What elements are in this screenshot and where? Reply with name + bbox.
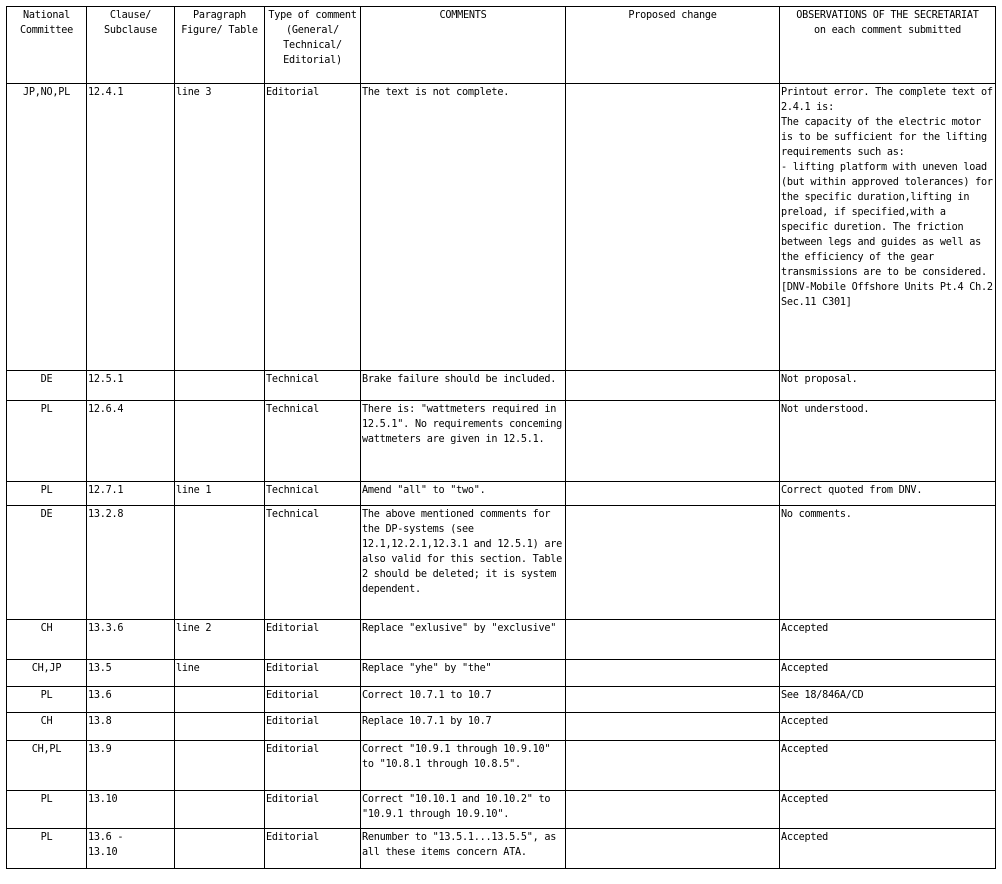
paragraph-cell [175,506,265,620]
proposed-change-cell [566,741,780,791]
national-committee-cell: PL [7,687,87,713]
comments-sheet [6,6,996,869]
comment-type-cell: Editorial [265,713,361,741]
comment-type-cell: Technical [265,482,361,506]
clause-cell: 13.6 - 13.10 [87,829,175,869]
comment-cell: Correct "10.10.1 and 10.10.2" to "10.9.1 through 10.9.10". [361,791,566,829]
national-committee-cell: PL [7,829,87,869]
proposed-change-cell [566,506,780,620]
national-committee-cell: CH,PL [7,741,87,791]
comments-table [6,6,996,869]
clause-cell: 13.5 [87,660,175,687]
clause-cell: 13.8 [87,713,175,741]
proposed-change-cell [566,371,780,401]
comment-cell: Replace "exlusive" by "exclusive" [361,620,566,660]
clause-cell: 13.10 [87,791,175,829]
observation-cell: Accepted [780,713,996,741]
header-row [7,7,996,84]
national-committee-cell: DE [7,371,87,401]
paragraph-cell [175,713,265,741]
table-row [7,84,996,371]
national-committee-cell: DE [7,506,87,620]
observation-cell: See 18/846A/CD [780,687,996,713]
clause-cell: 13.3.6 [87,620,175,660]
observation-cell: Printout error. The complete text of 2.4.1 is: The capacity of the electric motor is to be sufficient for the lifting requirements such as: - lifting platform with uneven load (but within approved tolerances) for the specific duration,lifting in preload, if specified,with a specific duretion. The friction between legs and guides as well as the efficiency of the gear transmissions are to be considered. [DNV-Mobile Offshore Units Pt.4 Ch.2 Sec.11 C301] [780,84,996,371]
observation-cell: Not proposal. [780,371,996,401]
comment-type-cell: Editorial [265,829,361,869]
proposed-change-cell [566,660,780,687]
header-proposed-change: Proposed change [566,7,780,84]
comment-cell: Correct 10.7.1 to 10.7 [361,687,566,713]
national-committee-cell: CH,JP [7,660,87,687]
national-committee-cell: JP,NO,PL [7,84,87,371]
proposed-change-cell [566,620,780,660]
header-comments: COMMENTS [361,7,566,84]
observation-cell: Accepted [780,660,996,687]
national-committee-cell: PL [7,791,87,829]
comment-type-cell: Technical [265,371,361,401]
comment-type-cell: Editorial [265,741,361,791]
paragraph-cell [175,791,265,829]
clause-cell: 12.4.1 [87,84,175,371]
national-committee-cell: CH [7,713,87,741]
table-row [7,687,996,713]
table-row [7,829,996,869]
paragraph-cell: line 3 [175,84,265,371]
comment-type-cell: Editorial [265,660,361,687]
header-national-committee: National Committee [7,7,87,84]
comment-type-cell: Technical [265,506,361,620]
table-row [7,482,996,506]
national-committee-cell: PL [7,482,87,506]
table-row [7,371,996,401]
observation-cell: Correct quoted from DNV. [780,482,996,506]
comment-cell: The above mentioned comments for the DP-systems (see 12.1,12.2.1,12.3.1 and 12.5.1) are also valid for this section. Table 2 should be deleted; it is system dependent. [361,506,566,620]
clause-cell: 12.7.1 [87,482,175,506]
observation-cell: Accepted [780,620,996,660]
comment-cell: The text is not complete. [361,84,566,371]
table-row [7,660,996,687]
table-row [7,741,996,791]
comment-cell: Brake failure should be included. [361,371,566,401]
observation-cell: No comments. [780,506,996,620]
clause-cell: 13.6 [87,687,175,713]
comment-type-cell: Editorial [265,791,361,829]
comment-type-cell: Editorial [265,687,361,713]
paragraph-cell [175,829,265,869]
table-row [7,620,996,660]
proposed-change-cell [566,84,780,371]
table-row [7,506,996,620]
observation-cell: Accepted [780,741,996,791]
table-row [7,401,996,482]
paragraph-cell [175,687,265,713]
comment-cell: Renumber to "13.5.1...13.5.5", as all these items concern ATA. [361,829,566,869]
paragraph-cell: line [175,660,265,687]
table-row [7,791,996,829]
comment-type-cell: Editorial [265,620,361,660]
clause-cell: 13.9 [87,741,175,791]
clause-cell: 13.2.8 [87,506,175,620]
proposed-change-cell [566,482,780,506]
comment-cell: Replace 10.7.1 by 10.7 [361,713,566,741]
comment-cell: Replace "yhe" by "the" [361,660,566,687]
proposed-change-cell [566,713,780,741]
comment-cell: Amend "all" to "two". [361,482,566,506]
table-row [7,713,996,741]
proposed-change-cell [566,687,780,713]
observation-cell: Accepted [780,791,996,829]
proposed-change-cell [566,791,780,829]
proposed-change-cell [566,401,780,482]
comment-type-cell: Technical [265,401,361,482]
comment-type-cell: Editorial [265,84,361,371]
paragraph-cell [175,741,265,791]
comment-cell: There is: "wattmeters required in 12.5.1". No requirements conceming wattmeters are given in 12.5.1. [361,401,566,482]
header-clause-subclause: Clause/ Subclause [87,7,175,84]
clause-cell: 12.5.1 [87,371,175,401]
national-committee-cell: PL [7,401,87,482]
header-paragraph-figure-table: Paragraph Figure/ Table [175,7,265,84]
comment-cell: Correct "10.9.1 through 10.9.10" to "10.8.1 through 10.8.5". [361,741,566,791]
observation-cell: Accepted [780,829,996,869]
paragraph-cell [175,401,265,482]
paragraph-cell: line 2 [175,620,265,660]
header-observations-of-secretariat: OBSERVATIONS OF THE SECRETARIAT on each comment submitted [780,7,996,84]
national-committee-cell: CH [7,620,87,660]
proposed-change-cell [566,829,780,869]
header-type-of-comment: Type of comment (General/ Technical/ Editorial) [265,7,361,84]
clause-cell: 12.6.4 [87,401,175,482]
observation-cell: Not understood. [780,401,996,482]
paragraph-cell: line 1 [175,482,265,506]
paragraph-cell [175,371,265,401]
